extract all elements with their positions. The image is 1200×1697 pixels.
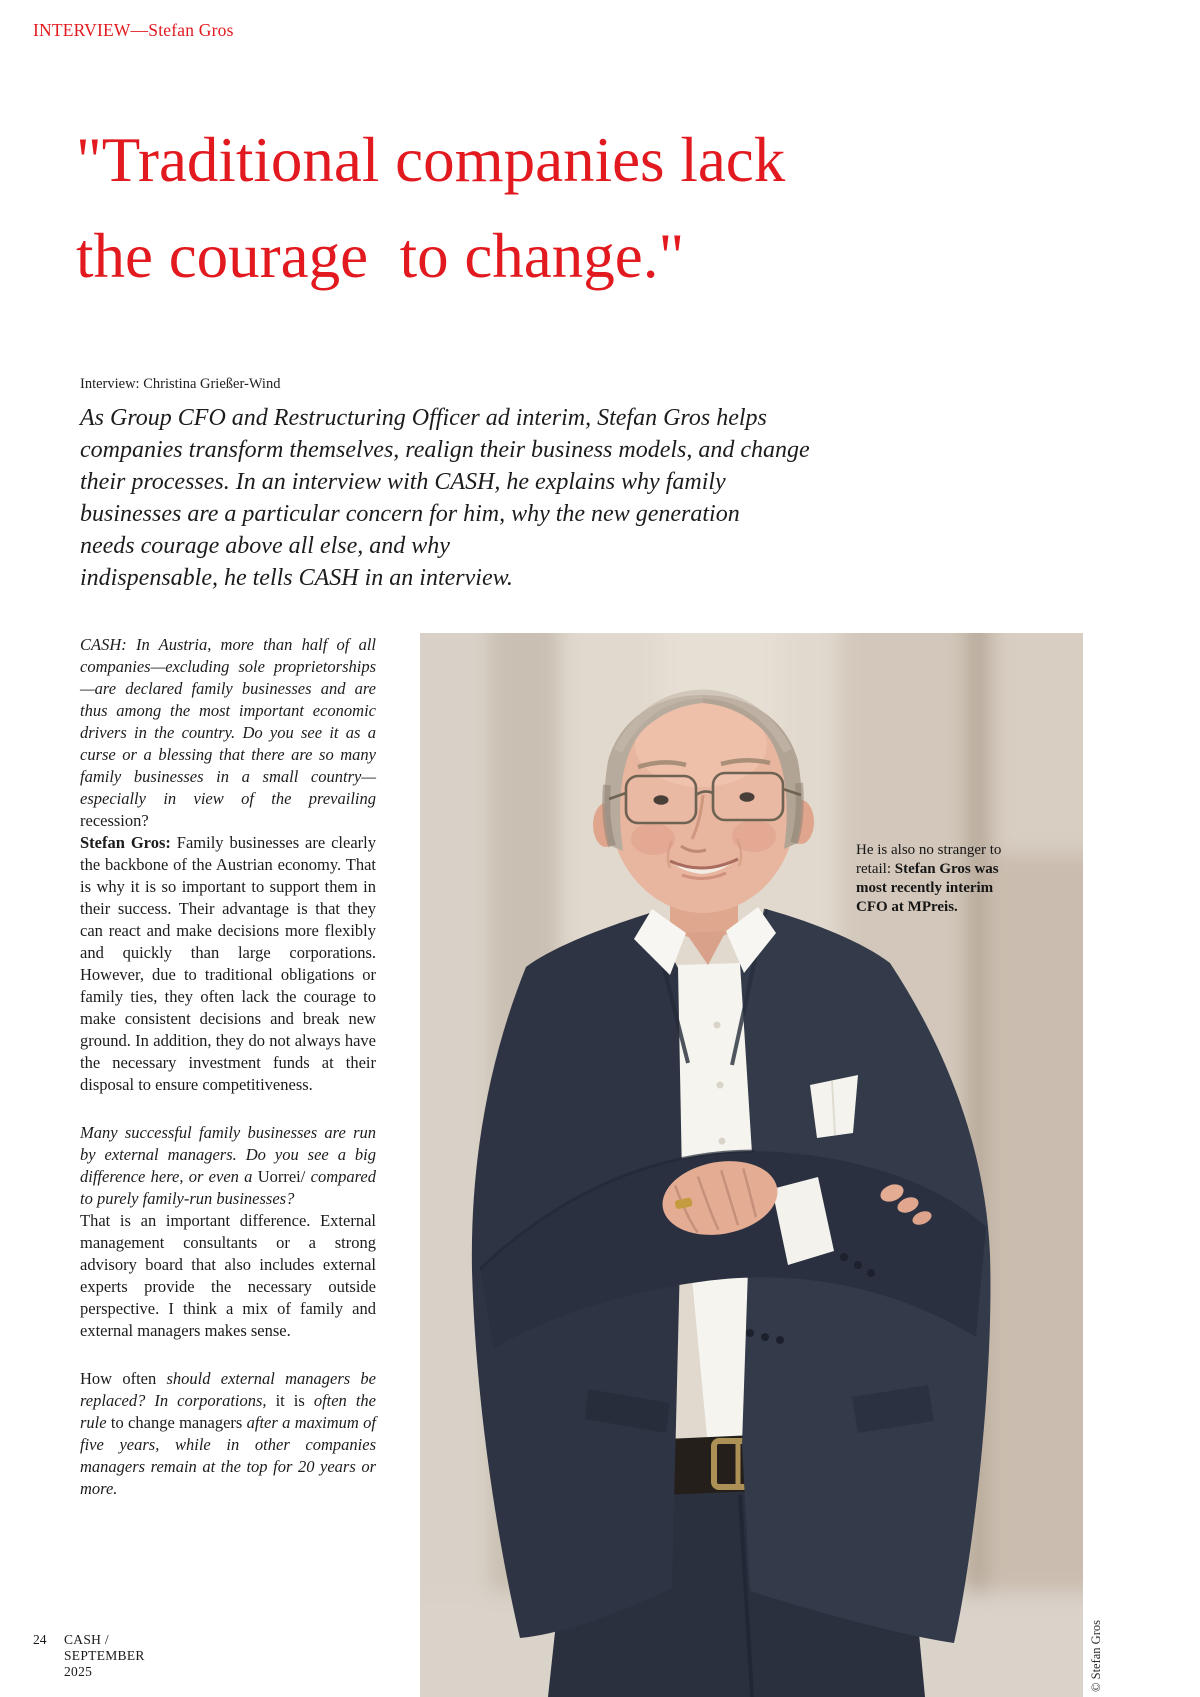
interviewer-byline: Interview: Christina Grießer-Wind — [80, 376, 281, 392]
section-kicker: INTERVIEW—Stefan Gros — [33, 20, 234, 40]
article-paragraph: How often should external managers be replaced? In corporations, it is often the rule to change managers after a maximum of five years, while in other companies managers remain at the top for 20 years or more. — [80, 1369, 376, 1498]
portrait-photo-illustration — [420, 633, 1083, 1697]
photo-credit: © Stefan Gros — [1089, 1620, 1103, 1692]
magazine-issue: CASH / SEPTEMBER 2025 — [64, 1632, 145, 1679]
photo-caption: He is also no stranger to retail: Stefan Gros was most recently interim CFO at MPreis. — [856, 842, 1002, 915]
portrait-photo — [420, 633, 1083, 1697]
page-number: 24 — [33, 1632, 47, 1647]
article-paragraph: CASH: In Austria, more than half of all companies—excluding sole proprietorships—are declared family businesses and are thus among the most important economic drivers in the country. Do you see it as a curse or a blessing that there are so many family businesses in a small country—especially in view of the prevailing recession? Stefan Gros: Family businesses are clearly the backbone of the Austrian economy. That is why it is so important to support them in their success. Their advantage is that they can react and make decisions more flexibly and quickly than large corporations. However, due to traditional obligations or family ties, they often lack the courage to make consistent decisions and break new ground. In addition, they do not always have the necessary investment funds at their disposal to ensure competitiveness. — [80, 635, 376, 1094]
article-column — [80, 634, 376, 1526]
article-intro: As Group CFO and Restructuring Officer ad interim, Stefan Gros helps companies transform themselves, realign their business models, and change their processes. In an interview with CASH, he explains why family businesses are a particular concern for him, why the new generation needs courage above all else, and why indispensable, he tells CASH in an interview. — [80, 405, 810, 591]
article-paragraph: Many successful family businesses are run by external managers. Do you see a big difference here, or even a Uorrei/ compared to purely family-run businesses? That is an important difference. External management consultants or a strong advisory board that also includes external experts provide the necessary outside perspective. I think a mix of family and external managers makes sense. — [80, 1123, 377, 1340]
article-headline: "Traditional companies lack the courage to change." — [76, 125, 786, 291]
